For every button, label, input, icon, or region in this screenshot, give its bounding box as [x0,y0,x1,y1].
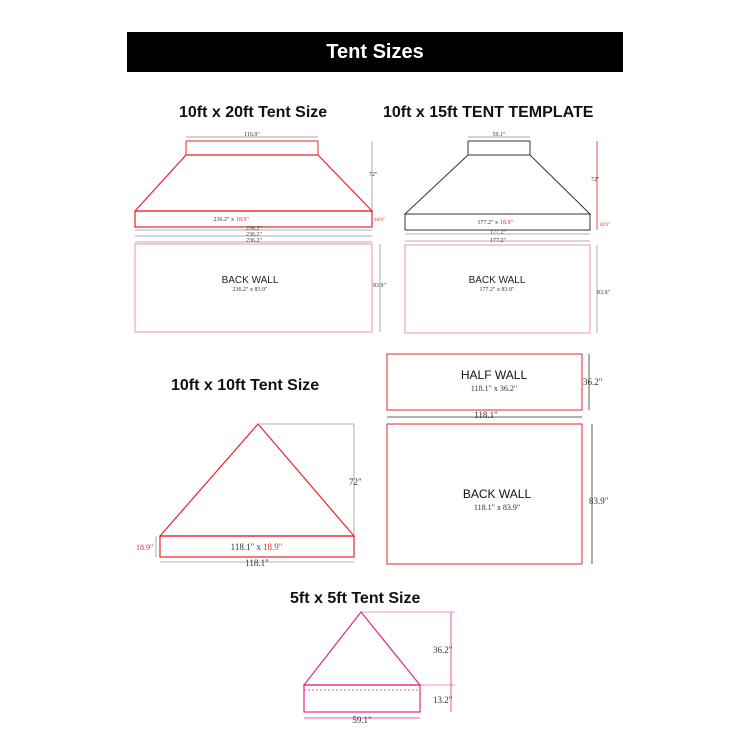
tent-15-valance-size-a: 177.2" x [477,220,498,226]
tent-15-back-wall-size: 177.2" x 83.9" [479,287,515,293]
tent-15-diagram [405,132,611,333]
tent-20-back-wall-height: 83.9" [373,283,386,289]
half-wall-diagram [387,354,603,420]
back-wall-10-diagram [387,424,609,564]
back-wall-10-size: 118.1" x 83.9" [473,503,521,512]
tent-15-top-width: 59.1" [492,132,506,138]
half-wall-panel [387,354,582,410]
tent-20-valance-size-b: 18.9" [236,217,249,223]
tent-10-roof [160,424,354,536]
tent-5-roof [304,612,420,685]
tent-10-diagram [136,424,362,568]
tent-20-width-1: 236.2" [246,226,262,232]
tent-20-valance-size-a: 236.2" x [213,217,234,223]
tent-10-valance-size-b: 18.9" [263,542,283,552]
tent-10-valance-size-a: 118.1" x [230,542,261,552]
back-wall-10-height: 83.9" [589,496,609,506]
tent-20-width-2: 236.2" [246,232,262,238]
tent-20-back-wall-label: BACK WALL [221,275,279,286]
tent-10-height: 72" [349,477,362,487]
half-wall-label: HALF WALL [460,368,528,382]
tent-5-width: 59.1" [352,715,372,725]
half-wall-width: 118.1" [474,410,498,420]
tent-5-roof-height: 36.2" [433,645,453,655]
tent-20-valance [135,211,372,227]
tent-15-back-wall-height: 83.9" [597,290,610,296]
page-title: Tent Sizes [326,40,424,63]
tent-20-height: 72" [369,172,378,178]
tent-15-roof [405,155,590,214]
tent-20-width-3: 236.2" [246,238,262,244]
tent-20-valance-dim: 18.9" [374,218,385,223]
tent-15-title: 10ft x 15ft TENT TEMPLATE [383,104,594,121]
half-wall-height: 36.2" [583,377,603,387]
back-wall-10-label: BACK WALL [462,487,532,501]
tent-20-diagram [135,132,387,332]
tent-20-back-wall-size: 236.2" x 83.9" [232,287,268,293]
tent-15-back-wall-label: BACK WALL [468,275,526,286]
tent-10-title: 10ft x 10ft Tent Size [171,377,320,394]
tent-10-valance-dim: 18.9" [136,543,154,552]
tent-15-valance-size-b: 18.9" [500,220,513,226]
half-wall-size: 118.1" x 36.2" [470,384,518,393]
tent-15-width-2: 177.2" [490,238,506,244]
tent-20-roof [135,155,372,211]
tent-15-width-1: 177.2" [490,230,506,236]
tent-15-valance-dim: 18.9" [599,223,610,228]
tent-5-valance-height: 13.2" [433,695,453,705]
tent-10-width: 118.1" [245,558,269,568]
tent-5-title: 5ft x 5ft Tent Size [290,590,421,607]
tent-15-height: 72" [591,177,600,183]
tent-5-valance [304,685,420,712]
tent-20-title: 10ft x 20ft Tent Size [179,104,328,121]
tent-5-diagram [304,612,455,725]
tent-20-top-width: 116.9" [244,132,260,138]
